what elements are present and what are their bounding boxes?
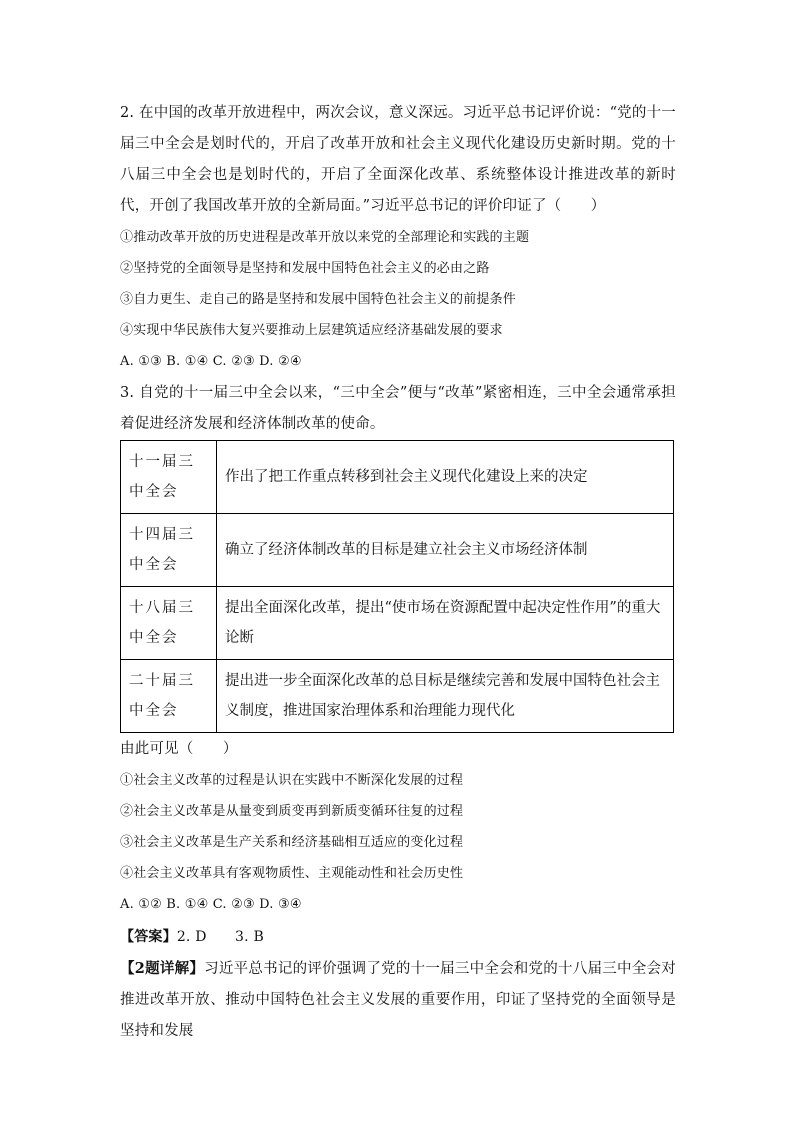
content-cell: 确立了经济体制改革的目标是建立社会主义市场经济体制 (217, 514, 674, 587)
question-2-options (120, 222, 676, 377)
question-2 (120, 98, 676, 222)
meeting-cell: 十四届三中全会 (121, 514, 217, 587)
table-row (121, 660, 674, 733)
question-3-stem: 3. 自党的十一届三中全会以来，“三中全会”便与“改革”紧密相连，三中全会通常承担着促进经济发展和经济体制改革的使命。 (120, 385, 676, 432)
answer-line (120, 922, 676, 953)
question-2-stem: 2. 在中国的改革开放进程中，两次会议，意义深远。习近平总书记评价说：“党的十一届三中全会是划时代的，开启了改革开放和社会主义现代化建设历史新时期。党的十八届三中全会也是划时代的，开启了全面深化改革、系统整体设计推进改革的新时代，开创了我国改革开放的全新局面。”习近平总书记的评价印证了（ ） (120, 105, 676, 214)
table-row (121, 441, 674, 514)
question-2-option-4: ④实现中华民族伟大复兴要推动上层建筑适应经济基础发展的要求 (120, 323, 503, 338)
question-3-option-4: ④社会主义改革具有客观物质性、主观能动性和社会历史性 (120, 866, 464, 881)
question-3 (120, 378, 676, 440)
content-cell: 提出进一步全面深化改革的总目标是继续完善和发展中国特色社会主义制度，推进国家治理体系和治理能力现代化 (217, 660, 674, 733)
question-3-option-3: ③社会主义改革是生产关系和经济基础相互适应的变化过程 (120, 835, 464, 850)
question-2-option-2: ②坚持党的全面领导是坚持和发展中国特色社会主义的必由之路 (120, 261, 490, 276)
question-3-options (120, 734, 676, 920)
meeting-cell: 十八届三中全会 (121, 587, 217, 660)
explanation-paragraph (120, 953, 676, 1047)
content-cell: 作出了把工作重点转移到社会主义现代化建设上来的决定 (217, 441, 674, 514)
answer-text: 2. D 3. B (176, 929, 264, 945)
table-row (121, 587, 674, 660)
answer-label: 【答案】 (120, 929, 177, 945)
question-3-option-1: ①社会主义改革的过程是认识在实践中不断深化发展的过程 (120, 773, 464, 788)
question-3-option-2: ②社会主义改革是从量变到质变再到新质变循环往复的过程 (120, 804, 464, 819)
answer-section (120, 922, 676, 953)
question-2-choices: A. ①③ B. ①④ C. ②③ D. ②④ (120, 354, 302, 369)
question-3-prompt: 由此可见（ ） (120, 741, 238, 757)
content-cell: 提出全面深化改革，提出“使市场在资源配置中起决定性作用”的重大论断 (217, 587, 674, 660)
meeting-cell: 十一届三中全会 (121, 441, 217, 514)
meeting-cell: 二十届三中全会 (121, 660, 217, 733)
question-2-option-1: ①推动改革开放的历史进程是改革开放以来党的全部理论和实践的主题 (120, 230, 530, 245)
explanation-section (120, 953, 676, 1047)
plenary-sessions-table (120, 440, 674, 733)
explanation-label: 【2题详解】 (120, 960, 205, 977)
question-2-option-3: ③自力更生、走自己的路是坚持和发展中国特色社会主义的前提条件 (120, 292, 517, 307)
table-row (121, 514, 674, 587)
explanation-text: 习近平总书记的评价强调了党的十一届三中全会和党的十八届三中全会对推进改革开放、推动中国特色社会主义发展的重要作用，印证了坚持党的全面领导是坚持和发展 (120, 961, 676, 1039)
question-3-choices: A. ①② B. ①④ C. ②③ D. ③④ (120, 897, 302, 912)
